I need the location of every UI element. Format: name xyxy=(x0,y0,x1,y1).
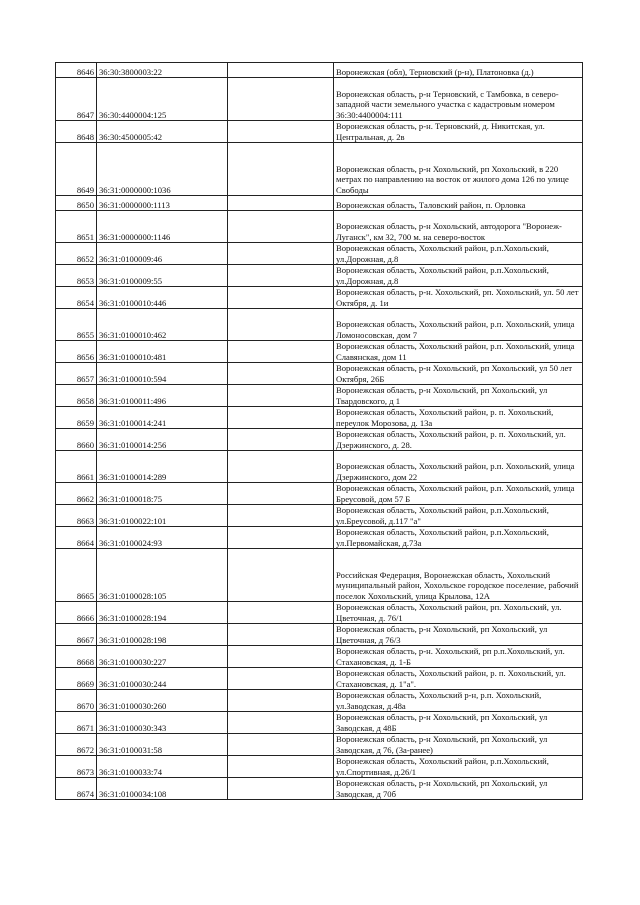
empty-cell xyxy=(228,690,334,712)
address: Воронежская область, Хохольский район, р.п. Хохольский, улица Ломоносовская, дом 7 xyxy=(334,309,583,341)
cadastral-number: 36:31:0100028:194 xyxy=(97,602,228,624)
address: Воронежская область, Хохольский район, р.п.Хохольский, ул.Спортивная, д.26/1 xyxy=(334,756,583,778)
address: Воронежская область, р-н Хохольский, рп Хохольский, ул Цветочная, д 76/3 xyxy=(334,624,583,646)
empty-cell xyxy=(228,63,334,78)
cadastral-number: 36:30:4500005:42 xyxy=(97,121,228,143)
cadastral-number: 36:31:0100014:241 xyxy=(97,407,228,429)
cadastral-number: 36:31:0000000:1146 xyxy=(97,211,228,243)
cadastral-number: 36:31:0100030:227 xyxy=(97,646,228,668)
address: Воронежская область, Хохольский район, р.п. Хохольский, улица Дзержинского, дом 22 xyxy=(334,451,583,483)
table-row xyxy=(56,505,583,527)
cadastral-number: 36:31:0000000:1036 xyxy=(97,143,228,196)
empty-cell xyxy=(228,341,334,363)
empty-cell xyxy=(228,407,334,429)
cadastral-number: 36:31:0100010:446 xyxy=(97,287,228,309)
cadastral-number: 36:31:0100030:260 xyxy=(97,690,228,712)
table-row xyxy=(56,121,583,143)
row-number: 8662 xyxy=(56,483,97,505)
empty-cell xyxy=(228,668,334,690)
empty-cell xyxy=(228,451,334,483)
row-number: 8649 xyxy=(56,143,97,196)
empty-cell xyxy=(228,483,334,505)
table-row xyxy=(56,429,583,451)
row-number: 8651 xyxy=(56,211,97,243)
row-number: 8667 xyxy=(56,624,97,646)
empty-cell xyxy=(228,527,334,549)
table-row xyxy=(56,734,583,756)
address: Воронежская область, Хохольский район, рп. Хохольский, ул. Цветочная, д. 76/1 xyxy=(334,602,583,624)
cadastral-number: 36:31:0000000:1113 xyxy=(97,196,228,211)
cadastral-number: 36:31:0100018:75 xyxy=(97,483,228,505)
empty-cell xyxy=(228,505,334,527)
cadastral-number: 36:31:0100010:462 xyxy=(97,309,228,341)
address: Воронежская область, р-н Хохольский, рп Хохольский, в 220 метрах по направлению на восток от жилого дома 126 по улице Свободы xyxy=(334,143,583,196)
row-number: 8652 xyxy=(56,243,97,265)
table-row xyxy=(56,549,583,602)
empty-cell xyxy=(228,429,334,451)
cadastral-number: 36:31:0100009:55 xyxy=(97,265,228,287)
row-number: 8673 xyxy=(56,756,97,778)
cadastral-number: 36:31:0100011:496 xyxy=(97,385,228,407)
table-row xyxy=(56,63,583,78)
address: Российская Федерация, Воронежская область, Хохольский муниципальный район, Хохольское городское поселение, рабочий поселок Хохольский, улица Крылова, 12А xyxy=(334,549,583,602)
empty-cell xyxy=(228,549,334,602)
row-number: 8674 xyxy=(56,778,97,800)
empty-cell xyxy=(228,778,334,800)
cadastral-number: 36:31:0100030:244 xyxy=(97,668,228,690)
row-number: 8664 xyxy=(56,527,97,549)
table-row xyxy=(56,602,583,624)
table-row xyxy=(56,243,583,265)
row-number: 8668 xyxy=(56,646,97,668)
table-row xyxy=(56,756,583,778)
address: Воронежская область, Хохольский р-н, р.п. Хохольский, ул.Заводская, д.48а xyxy=(334,690,583,712)
row-number: 8658 xyxy=(56,385,97,407)
empty-cell xyxy=(228,363,334,385)
table-row xyxy=(56,407,583,429)
table-row xyxy=(56,78,583,121)
table-row xyxy=(56,309,583,341)
address: Воронежская область, Хохольский район, р.п.Хохольский, ул.Дорожная, д.8 xyxy=(334,243,583,265)
address: Воронежская область, р-н Хохольский, рп Хохольский, ул 50 лет Октября, 26Б xyxy=(334,363,583,385)
table-row xyxy=(56,646,583,668)
empty-cell xyxy=(228,712,334,734)
table-row xyxy=(56,385,583,407)
row-number: 8661 xyxy=(56,451,97,483)
empty-cell xyxy=(228,211,334,243)
cadastral-number: 36:31:0100030:343 xyxy=(97,712,228,734)
empty-cell xyxy=(228,196,334,211)
table-row xyxy=(56,265,583,287)
cadastral-number: 36:30:4400004:125 xyxy=(97,78,228,121)
row-number: 8653 xyxy=(56,265,97,287)
empty-cell xyxy=(228,243,334,265)
row-number: 8648 xyxy=(56,121,97,143)
address: Воронежская область, р-н Хохольский, рп Хохольский, ул Твардовского, д 1 xyxy=(334,385,583,407)
address: Воронежская область, р-н Хохольский, рп Хохольский, ул Заводская, д 76, (3а-ранее) xyxy=(334,734,583,756)
table-row xyxy=(56,712,583,734)
address: Воронежская область, Хохольский район, р. п. Хохольский, переулок Морозова, д. 13а xyxy=(334,407,583,429)
table-row xyxy=(56,341,583,363)
row-number: 8665 xyxy=(56,549,97,602)
address: Воронежская область, р-н. Хохольский, рп. Хохольский, ул. 50 лет Октября, д. 1и xyxy=(334,287,583,309)
empty-cell xyxy=(228,624,334,646)
empty-cell xyxy=(228,756,334,778)
address: Воронежская область, Хохольский район, р.п. Хохольский, улица Бреусовой, дом 57 Б xyxy=(334,483,583,505)
cadastral-number: 36:31:0100009:46 xyxy=(97,243,228,265)
registry-table xyxy=(55,62,583,800)
cadastral-number: 36:31:0100028:105 xyxy=(97,549,228,602)
row-number: 8670 xyxy=(56,690,97,712)
cadastral-number: 36:31:0100014:289 xyxy=(97,451,228,483)
cadastral-number: 36:31:0100028:198 xyxy=(97,624,228,646)
table-row xyxy=(56,451,583,483)
table-row xyxy=(56,363,583,385)
address: Воронежская область, Таловский район, п. Орловка xyxy=(334,196,583,211)
address: Воронежская область, Хохольский район, р. п. Хохольский, ул. Дзержинского, д. 28. xyxy=(334,429,583,451)
table-row xyxy=(56,527,583,549)
cadastral-number: 36:31:0100033:74 xyxy=(97,756,228,778)
table-row xyxy=(56,287,583,309)
table-row xyxy=(56,143,583,196)
row-number: 8654 xyxy=(56,287,97,309)
row-number: 8655 xyxy=(56,309,97,341)
address: Воронежская область, р-н Хохольский, рп Хохольский, ул Заводская, д 70б xyxy=(334,778,583,800)
row-number: 8663 xyxy=(56,505,97,527)
table-row xyxy=(56,196,583,211)
row-number: 8669 xyxy=(56,668,97,690)
cadastral-number: 36:31:0100034:108 xyxy=(97,778,228,800)
cadastral-number: 36:30:3800003:22 xyxy=(97,63,228,78)
cadastral-number: 36:31:0100031:58 xyxy=(97,734,228,756)
address: Воронежская область, р-н Терновский, с Тамбовка, в северо-западной части земельного участка с кадастровым номером 36:30:4400004:111 xyxy=(334,78,583,121)
row-number: 8660 xyxy=(56,429,97,451)
empty-cell xyxy=(228,78,334,121)
empty-cell xyxy=(228,143,334,196)
empty-cell xyxy=(228,121,334,143)
address: Воронежская область, Хохольский район, р.п. Хохольский, улица Славянская, дом 11 xyxy=(334,341,583,363)
row-number: 8659 xyxy=(56,407,97,429)
table-row xyxy=(56,668,583,690)
table-row xyxy=(56,211,583,243)
cadastral-number: 36:31:0100010:594 xyxy=(97,363,228,385)
empty-cell xyxy=(228,265,334,287)
row-number: 8646 xyxy=(56,63,97,78)
address: Воронежская область, р-н Хохольский, автодорога "Воронеж-Луганск", км 32, 700 м. на северо-восток xyxy=(334,211,583,243)
row-number: 8657 xyxy=(56,363,97,385)
address: Воронежская область, р-н. Хохольский, рп р.п.Хохольский, ул. Стахановская, д. 1-Б xyxy=(334,646,583,668)
row-number: 8666 xyxy=(56,602,97,624)
table-row xyxy=(56,690,583,712)
address: Воронежская область, р-н. Терновский, д. Никитская, ул. Центральная, д. 2в xyxy=(334,121,583,143)
address: Воронежская область, Хохольский район, р.п.Хохольский, ул.Первомайская, д.73а xyxy=(334,527,583,549)
row-number: 8672 xyxy=(56,734,97,756)
address: Воронежская область, Хохольский район, р.п.Хохольский, ул.Дорожная, д.8 xyxy=(334,265,583,287)
address: Воронежская область, р-н Хохольский, рп Хохольский, ул Заводская, д 48Б xyxy=(334,712,583,734)
empty-cell xyxy=(228,734,334,756)
address: Воронежская область, Хохольский район, р. п. Хохольский, ул. Стахановская, д. 1"а". xyxy=(334,668,583,690)
address: Воронежская (обл), Терновский (р-н), Платоновка (д.) xyxy=(334,63,583,78)
row-number: 8671 xyxy=(56,712,97,734)
row-number: 8656 xyxy=(56,341,97,363)
cadastral-number: 36:31:0100014:256 xyxy=(97,429,228,451)
empty-cell xyxy=(228,602,334,624)
cadastral-number: 36:31:0100022:101 xyxy=(97,505,228,527)
empty-cell xyxy=(228,385,334,407)
row-number: 8650 xyxy=(56,196,97,211)
cadastral-number: 36:31:0100010:481 xyxy=(97,341,228,363)
table-row xyxy=(56,624,583,646)
empty-cell xyxy=(228,287,334,309)
address: Воронежская область, Хохольский район, р.п.Хохольский, ул.Бреусовой, д.117 "а" xyxy=(334,505,583,527)
row-number: 8647 xyxy=(56,78,97,121)
empty-cell xyxy=(228,646,334,668)
empty-cell xyxy=(228,309,334,341)
table-row xyxy=(56,483,583,505)
cadastral-number: 36:31:0100024:93 xyxy=(97,527,228,549)
table-row xyxy=(56,778,583,800)
